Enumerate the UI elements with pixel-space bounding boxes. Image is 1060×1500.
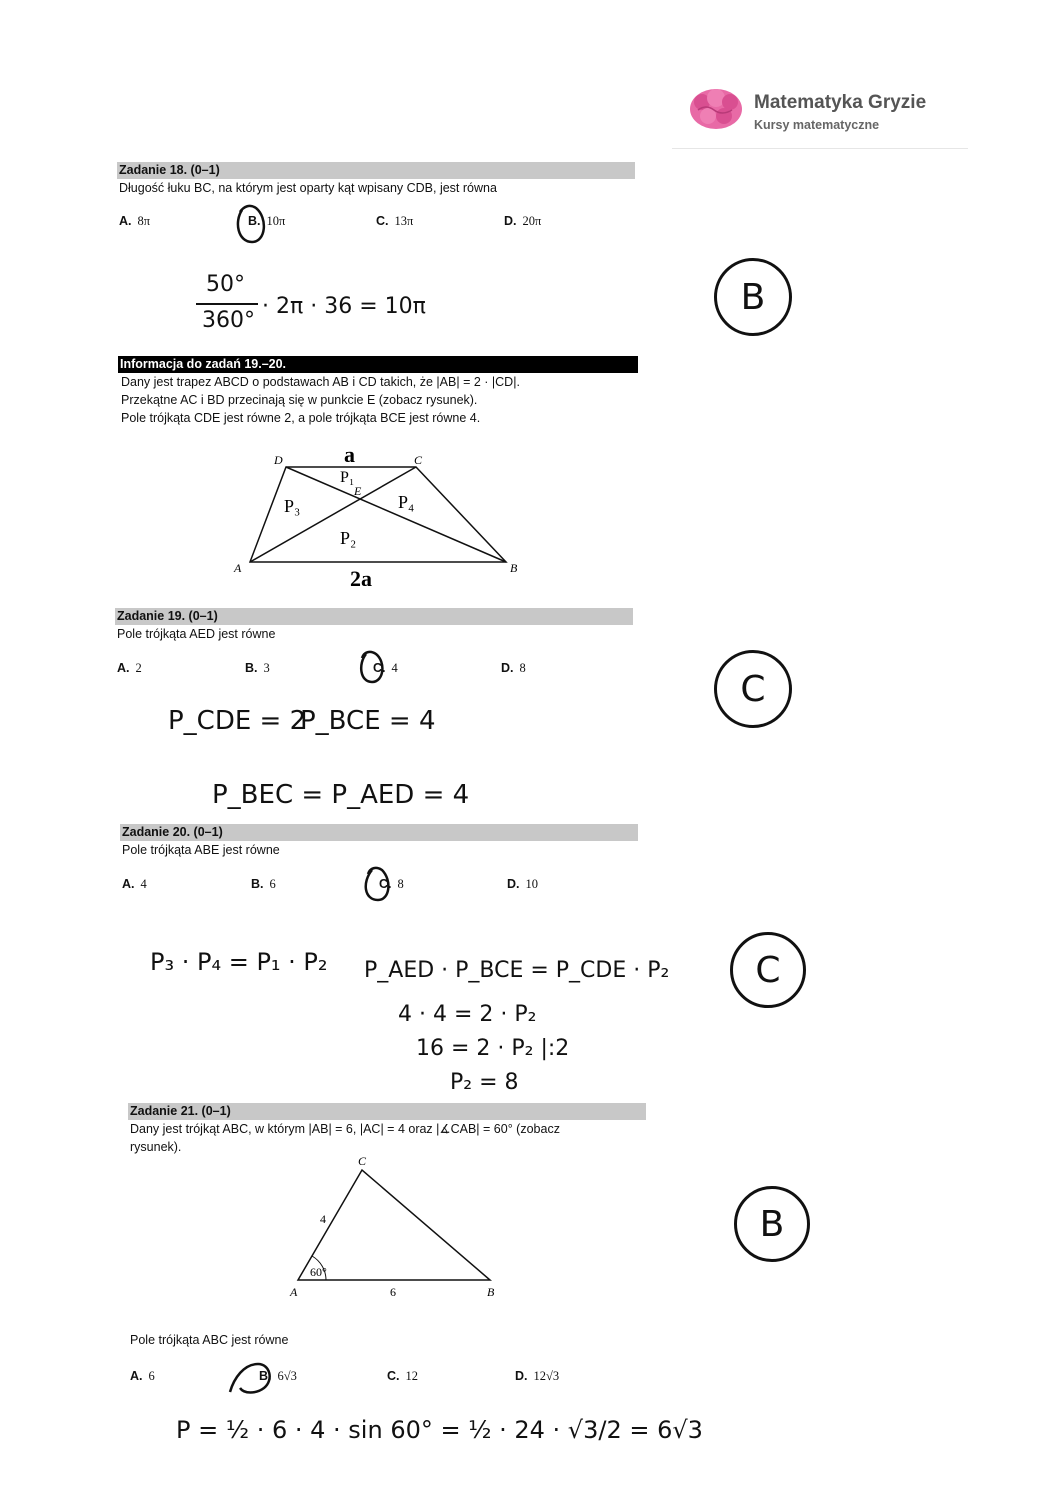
task19-hw-line1: P_CDE = 2: [168, 706, 307, 736]
label-d: D: [274, 453, 283, 467]
task21-hw: P = ½ · 6 · 4 · sin 60° = ½ · 24 · √3/2 = 6√3: [176, 1416, 703, 1444]
task21-header: Zadanie 21. (0–1): [128, 1103, 646, 1120]
task18-question: Długość łuku BC, na którym jest oparty kąt wpisany CDB, jest równa: [119, 181, 497, 195]
label-e: E: [354, 484, 362, 498]
task19-answer-b: B. 3: [245, 661, 270, 675]
task21-answer-d: D. 12√3: [515, 1369, 560, 1383]
task21-question-line3: Pole trójkąta ABC jest równe: [130, 1333, 289, 1347]
label-b: B: [487, 1285, 495, 1299]
task18-header: Zadanie 18. (0–1): [117, 162, 635, 179]
task20-hw-line2: P_AED · P_BCE = P_CDE · P₂: [364, 958, 670, 983]
task18-selection-mark: [232, 200, 272, 246]
task19-hw-line3: P_BEC = P_AED = 4: [212, 780, 470, 810]
label-b: B: [510, 561, 518, 575]
label-a: A: [234, 561, 242, 575]
task19-answer-c: C. 4: [373, 661, 398, 675]
side-ac-length: 4: [320, 1212, 326, 1226]
task20-question: Pole trójkąta ABE jest równe: [122, 843, 280, 857]
brain-icon: [688, 86, 744, 132]
hw-p3: P₃: [284, 496, 301, 516]
task18-final-answer: B: [714, 258, 792, 336]
task21-final-answer: B: [734, 1186, 810, 1262]
task20-answer-d: D. 10: [507, 877, 538, 891]
task20-hw-line4: 16 = 2 · P₂ |:2: [416, 1036, 570, 1061]
task18-hw-rest: · 2π · 36 = 10π: [262, 294, 426, 319]
task18-answer-a: A. 8π: [119, 214, 151, 228]
task18-answer-c: C. 13π: [376, 214, 414, 228]
task20-header: Zadanie 20. (0–1): [120, 824, 638, 841]
info-line2: Przekątne AC i BD przecinają się w punkcie E (zobacz rysunek).: [121, 393, 478, 407]
task21-selection-mark: [224, 1358, 280, 1398]
logo-divider: [672, 148, 968, 149]
label-c: C: [414, 453, 423, 467]
task19-header: Zadanie 19. (0–1): [115, 608, 633, 625]
triangle-figure: [280, 1150, 510, 1300]
task19-answer-d: D. 8: [501, 661, 526, 675]
task20-hw-line3: 4 · 4 = 2 · P₂: [398, 1002, 537, 1027]
hw-p4: P₄: [398, 492, 415, 512]
hw-bottom-2a: 2a: [350, 566, 372, 590]
task18-hw-denominator: 360°: [202, 308, 255, 333]
task21-question-line1: Dany jest trójkąt ABC, w którym |AB| = 6, |AC| = 4 oraz |∡CAB| = 60° (zobacz: [130, 1122, 560, 1136]
task20-answer-a: A. 4: [122, 877, 147, 891]
task19-final-answer: C: [714, 650, 792, 728]
trapezoid-figure: [220, 440, 540, 590]
task18-answer-d: D. 20π: [504, 214, 542, 228]
task19-hw-line2: P_BCE = 4: [300, 706, 436, 736]
task21-question-line2: rysunek).: [130, 1140, 182, 1154]
logo-title: Matematyka Gryzie: [754, 92, 927, 113]
task21-answer-b: B. 6√3: [259, 1369, 297, 1383]
side-ab-length: 6: [390, 1285, 396, 1299]
task18-hw-fraction-bar: [196, 303, 258, 305]
task20-answer-b: B. 6: [251, 877, 276, 891]
task20-selection-mark: [360, 864, 396, 906]
task20-hw-line1: P₃ · P₄ = P₁ · P₂: [150, 948, 328, 976]
task20-answer-c: C. 8: [379, 877, 404, 891]
task18-hw-numerator: 50°: [206, 272, 245, 297]
hw-p1: P₁: [340, 469, 355, 486]
task21-answer-c: C. 12: [387, 1369, 418, 1383]
angle-label: 60°: [310, 1265, 327, 1279]
info-line3: Pole trójkąta CDE jest równe 2, a pole trójkąta BCE jest równe 4.: [121, 411, 481, 425]
info-line1: Dany jest trapez ABCD o podstawach AB i CD takich, że |AB| = 2 · |CD|.: [121, 375, 520, 389]
label-c: C: [358, 1154, 367, 1168]
task18-answer-b: B. 10π: [248, 214, 286, 228]
hw-top-a: a: [344, 442, 355, 467]
hw-p2: P₂: [340, 528, 357, 548]
task19-answer-a: A. 2: [117, 661, 142, 675]
task20-hw-line5: P₂ = 8: [450, 1070, 519, 1095]
task21-answer-a: A. 6: [130, 1369, 155, 1383]
logo: [688, 86, 968, 146]
task19-selection-mark: [356, 648, 390, 688]
task19-question: Pole trójkąta AED jest równe: [117, 627, 276, 641]
triangle-shape: [298, 1170, 490, 1280]
task20-final-answer: C: [730, 932, 806, 1008]
info-header: Informacja do zadań 19.–20.: [118, 356, 638, 373]
logo-subtitle: Kursy matematyczne: [754, 118, 880, 132]
label-a: A: [290, 1285, 298, 1299]
